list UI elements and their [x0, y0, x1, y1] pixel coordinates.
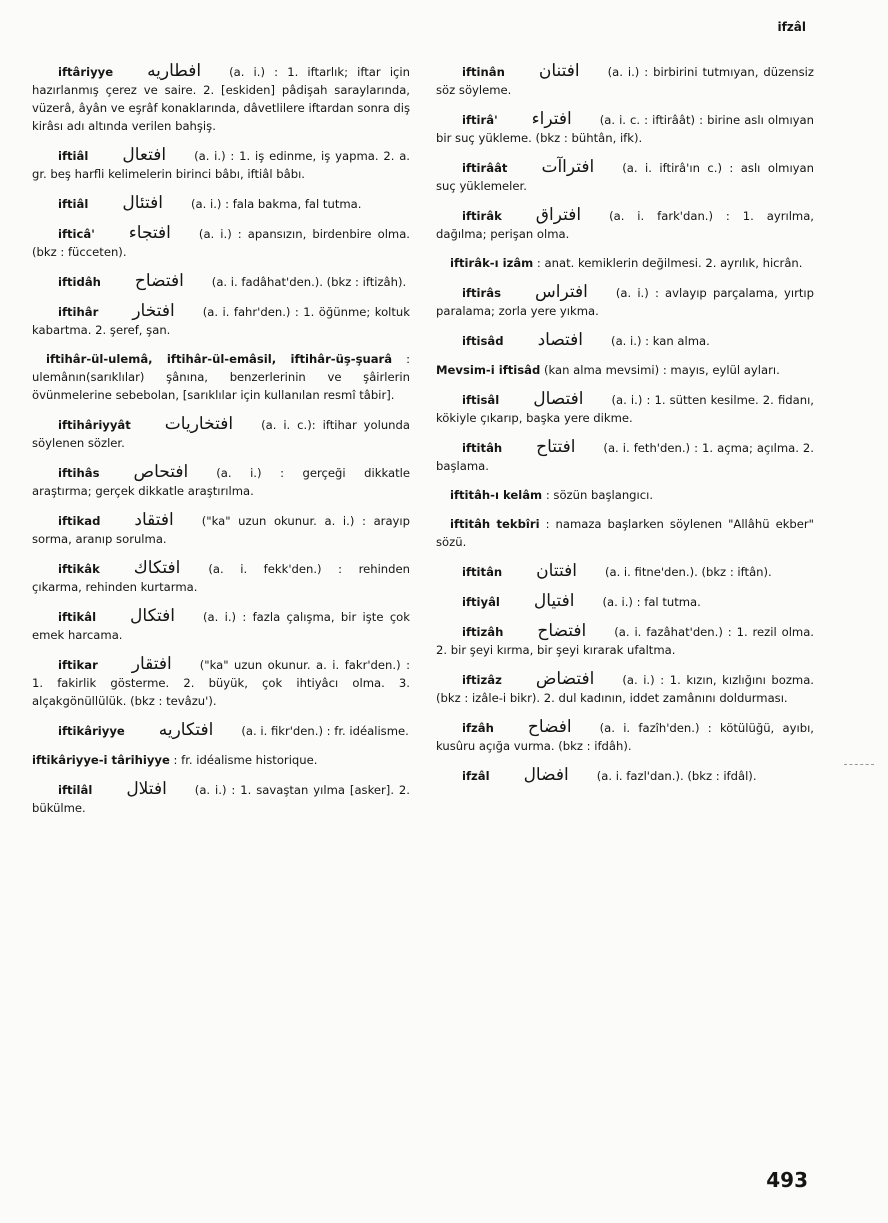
entry-arabic-script: افتراق — [535, 205, 582, 225]
entry-arabic-script: افتراس — [534, 282, 588, 302]
entry-headword: iftirâât — [462, 161, 508, 175]
entry-headword: iftirâk-ı izâm — [450, 256, 534, 270]
dictionary-entry — [32, 559, 410, 596]
dictionary-entry — [32, 511, 410, 548]
entry-headword: iftikâriyye-i târihiyye — [32, 753, 170, 767]
page-number: 493 — [766, 1168, 808, 1192]
entry-definition: (a. i. fazâhat'den.) : 1. rezil olma. 2. bir şeyi kırma, bir şeyi kırarak ufaltma. — [436, 625, 814, 657]
entry-arabic-script: افتخاريات — [164, 414, 234, 434]
entry-arabic-script: افتراء — [531, 109, 572, 129]
entry-arabic-script: افتكاريه — [158, 720, 214, 740]
entry-headword: iftidâh — [58, 275, 101, 289]
entry-arabic-script: افتنان — [538, 61, 580, 81]
entry-definition: (a. i. c.): iftihar yolunda söylenen sözler. — [32, 418, 410, 450]
entry-arabic-script: افطاريه — [147, 61, 202, 81]
entry-headword: iftizâh — [462, 625, 504, 639]
entry-arabic-script: افضال — [523, 765, 569, 785]
entry-definition: (a. i. fahr'den.) : 1. öğünme; koltuk kabartma. 2. şeref, şan. — [32, 305, 410, 337]
entry-headword: iftitâh — [462, 441, 503, 455]
entry-arabic-script: افتضاض — [535, 669, 595, 689]
dictionary-entry — [436, 206, 814, 243]
dictionary-entry — [32, 224, 410, 261]
entry-arabic-script: افتتاح — [536, 437, 576, 457]
entry-arabic-script: افتقاد — [134, 510, 174, 530]
dictionary-entry — [436, 331, 814, 350]
dictionary-entry — [32, 655, 410, 710]
entry-arabic-script: افتجاء — [128, 223, 171, 243]
entry-definition: (a. i. fitne'den.). (bkz : iftân). — [604, 565, 772, 579]
entry-arabic-script: افتقار — [131, 654, 172, 674]
entry-definition: : sözün başlangıcı. — [545, 488, 654, 502]
dictionary-entry — [436, 62, 814, 99]
dictionary-entry — [436, 718, 814, 755]
entry-headword: ifzâh — [462, 721, 494, 735]
dictionary-entry — [32, 721, 410, 740]
entry-arabic-script: افتتان — [536, 561, 577, 581]
entry-definition: (a. i.) : 1. iftarlık; iftar için hazırlanmış çerez ve saire. 2. [eskiden] pâdişah saraylarında, vüzerâ, âyân ve eşrâf konaklarında, dâvetlilere iftardan sonra diş kirâsı adı altında verilen bahşiş. — [32, 65, 410, 133]
entry-definition: (a. i.) : apansızın, birdenbire olma. (bkz : fücceten). — [32, 227, 410, 259]
running-header: ifzâl — [777, 20, 806, 34]
dictionary-entry — [436, 158, 814, 195]
entry-headword: iftâriyye — [58, 65, 114, 79]
dictionary-entry — [436, 110, 814, 147]
entry-definition: (a. i.) : avlayıp parçalama, yırtıp paralama; zorla yere yıkma. — [436, 286, 814, 318]
entry-definition: ("ka" uzun okunur. a. i.) : arayıp sorma, aranıp sorulma. — [32, 514, 410, 546]
dictionary-entry — [32, 751, 410, 769]
entry-headword: iftitâh tekbîri — [450, 517, 540, 531]
dictionary-entry — [436, 622, 814, 659]
entry-headword: iftiyâl — [462, 595, 500, 609]
entry-arabic-script: افتعال — [122, 145, 167, 165]
dictionary-entry — [32, 780, 410, 817]
entry-arabic-script: افتلال — [126, 779, 167, 799]
entry-definition: (a. i.) : kan alma. — [611, 334, 710, 348]
entry-definition: ("ka" uzun okunur. a. i. fakr'den.) : 1. fakirlik gösterme. 2. büyük, çok ihtiyâcı olma. 3. alçakgönüllülük. (bkz : tevâzu'). — [32, 658, 410, 708]
entry-definition: (a. i.) : 1. kızın, kızlığını bozma. (bkz : izâle-i bikr). 2. dul kadının, iddet zamânını doldurması. — [436, 673, 814, 705]
margin-mark — [844, 764, 874, 765]
dictionary-entry — [32, 415, 410, 452]
dictionary-entry — [436, 515, 814, 551]
entry-arabic-script: افتئال — [122, 193, 163, 213]
entry-definition: (a. i.) : gerçeği dikkatle araştırma; gerçek dikkatle araştırılma. — [32, 466, 410, 498]
entry-arabic-script: افتضاح — [537, 621, 587, 641]
dictionary-entry — [436, 283, 814, 320]
entry-arabic-script: افتراآت — [541, 157, 595, 177]
entry-definition: (a. i. fazl'dan.). (bkz : ifdâl). — [596, 769, 757, 783]
dictionary-entry — [436, 766, 814, 785]
dictionary-entry — [32, 146, 410, 183]
entry-headword: iftitâh-ı kelâm — [450, 488, 543, 502]
entry-headword: iftihâr-ül-ulemâ, iftihâr-ül-emâsil, iftihâr-üş-şuarâ — [46, 352, 393, 366]
entry-definition: (a. i. fekk'den.) : rehinden çıkarma, rehinden kurtarma. — [32, 562, 410, 594]
entry-headword: iftikar — [58, 658, 98, 672]
entry-arabic-script: افضاح — [527, 717, 572, 737]
entry-headword: iftikad — [58, 514, 101, 528]
entry-headword: iftirâk — [462, 209, 502, 223]
entry-headword: iftihâs — [58, 466, 100, 480]
entry-headword: iftilâl — [58, 783, 93, 797]
dictionary-entry — [436, 254, 814, 272]
entry-headword: ifticâ' — [58, 227, 95, 241]
entry-arabic-script: افتيال — [533, 591, 575, 611]
entry-headword: iftizâz — [462, 673, 502, 687]
entry-headword: iftikâriyye — [58, 724, 125, 738]
entry-definition: (a. i.) : fal tutma. — [602, 595, 701, 609]
entry-definition: (a. i.) : 1. savaştan yılma [asker]. 2. bükülme. — [32, 783, 410, 815]
entry-definition: (a. i. fadâhat'den.). (bkz : iftizâh). — [211, 275, 407, 289]
entry-arabic-script: افتخار — [132, 301, 175, 321]
dictionary-entry — [436, 486, 814, 504]
entry-headword: iftiâl — [58, 197, 89, 211]
dictionary-entry — [436, 562, 814, 581]
dictionary-entry — [436, 670, 814, 707]
entry-definition: : ulemânın(sarıklılar) şânına, benzerlerinin ve şâirlerin övünmelerine sebebolan, [sarıklılar için kullanılan resmî tâbir]. — [32, 352, 411, 402]
entry-definition: (a. i.) : 1. sütten kesilme. 2. fidanı, kökiyle çıkarıp, başka yere dikme. — [436, 393, 814, 425]
dictionary-entry — [436, 592, 814, 611]
right-column — [436, 62, 814, 796]
entry-headword: iftikâk — [58, 562, 100, 576]
left-column — [32, 62, 410, 828]
dictionary-entry — [436, 390, 814, 427]
dictionary-entry — [32, 463, 410, 500]
entry-headword: iftihâriyyât — [58, 418, 131, 432]
entry-definition: : namaza başlarken söylenen "Allâhü ekber" sözü. — [436, 517, 815, 549]
entry-arabic-script: افتضاح — [134, 271, 184, 291]
entry-definition: (a. i. fazîh'den.) : kötülüğü, ayıbı, kusûru açığa vurma. (bkz : ifdâh). — [436, 721, 814, 753]
dictionary-entry — [32, 62, 410, 135]
entry-headword: iftikâl — [58, 610, 97, 624]
entry-arabic-script: افتكال — [130, 606, 175, 626]
dictionary-entry — [436, 361, 814, 379]
entry-definition: : fr. idéalisme historique. — [173, 753, 318, 767]
entry-definition: (a. i. c. : iftirâât) : birine aslı olmıyan bir suç yükleme. (bkz : bühtân, ifk). — [436, 113, 814, 145]
entry-headword: ifzâl — [462, 769, 490, 783]
entry-definition: (a. i. feth'den.) : 1. açma; açılma. 2. başlama. — [436, 441, 814, 473]
entry-headword: iftisâd — [462, 334, 504, 348]
entry-headword: iftinân — [462, 65, 505, 79]
dictionary-entry — [436, 438, 814, 475]
entry-definition: (a. i. fark'dan.) : 1. ayrılma, dağılma; perişan olma. — [436, 209, 814, 241]
entry-headword: iftiâl — [58, 149, 89, 163]
entry-definition: (a. i. iftirâ'ın c.) : aslı olmıyan suç yüklemeler. — [436, 161, 814, 193]
entry-headword: iftirâ' — [462, 113, 498, 127]
entry-headword: iftitân — [462, 565, 503, 579]
entry-definition: (a. i.) : birbirini tutmıyan, düzensiz söz söyleme. — [436, 65, 814, 97]
entry-definition: (kan alma mevsimi) : mayıs, eylül ayları. — [543, 363, 780, 377]
dictionary-entry — [32, 272, 410, 291]
entry-definition: (a. i.) : fala bakma, fal tutma. — [190, 197, 362, 211]
entry-arabic-script: افتحاص — [133, 462, 189, 482]
entry-headword: iftirâs — [462, 286, 501, 300]
entry-arabic-script: افتصاد — [537, 330, 584, 350]
dictionary-entry — [32, 302, 410, 339]
entry-headword: iftisâl — [462, 393, 500, 407]
dictionary-entry — [32, 607, 410, 644]
entry-definition: (a. i. fikr'den.) : fr. idéalisme. — [241, 724, 409, 738]
dictionary-entry — [32, 194, 410, 213]
entry-definition: (a. i.) : fazla çalışma, bir işte çok emek harcama. — [32, 610, 410, 642]
entry-definition: : anat. kemiklerin değilmesi. 2. ayrılık, hicrân. — [536, 256, 803, 270]
entry-headword: Mevsim-i iftisâd — [436, 363, 541, 377]
dictionary-entry — [32, 350, 410, 404]
entry-definition: (a. i.) : 1. iş edinme, iş yapma. 2. a. gr. beş harfli kelimelerin birinci bâbı, iftiâl bâbı. — [32, 149, 410, 181]
entry-headword: iftihâr — [58, 305, 99, 319]
entry-arabic-script: افتكاك — [133, 558, 181, 578]
entry-arabic-script: افتصال — [533, 389, 584, 409]
